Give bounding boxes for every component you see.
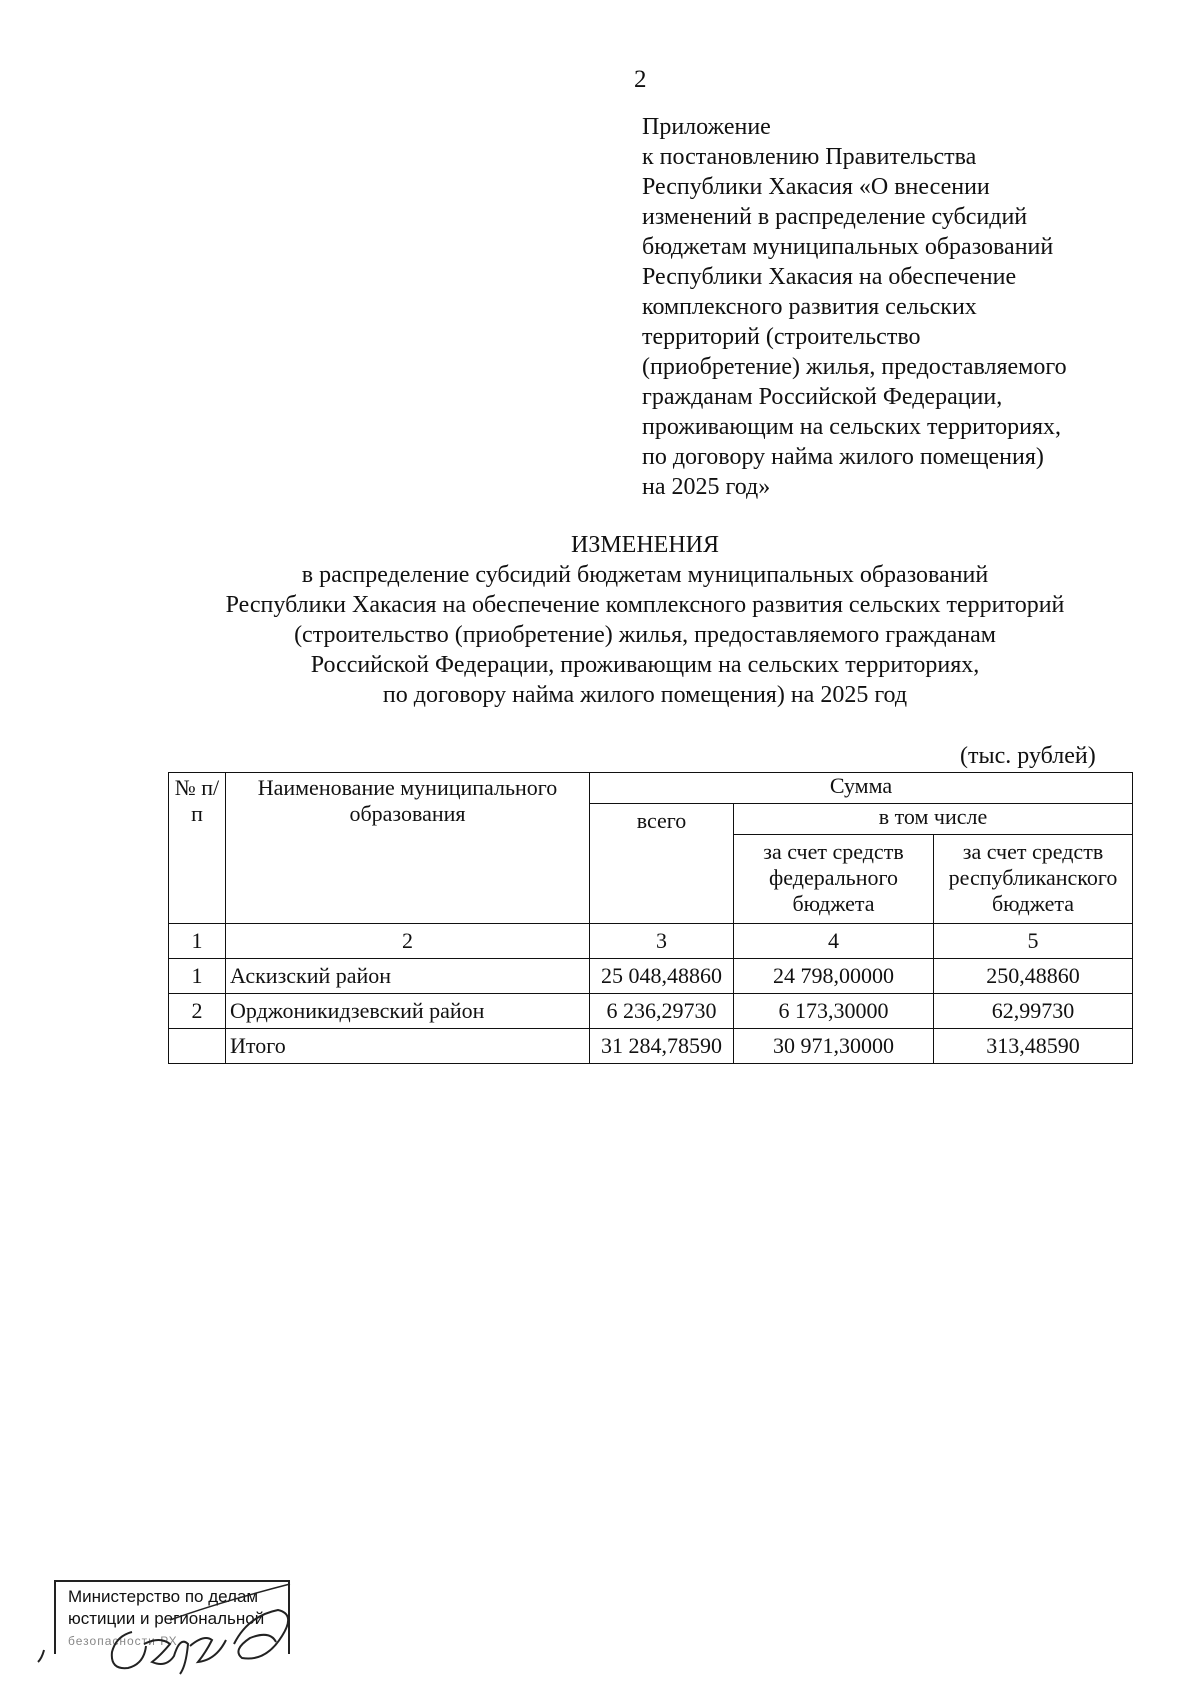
heading-title: ИЗМЕНЕНИЯ [570, 532, 720, 558]
document-heading [150, 530, 1140, 710]
row-total: 25 048,48860 [590, 959, 734, 994]
row-num: 2 [169, 994, 226, 1029]
heading-line: по договору найма жилого помещения) на 2025 год [382, 682, 908, 708]
header-name: Наименование муниципального образования [226, 773, 590, 924]
appendix-line: к постановлению Правительства [642, 144, 977, 170]
appendix-line: гражданам Российской Федерации, [642, 384, 1003, 410]
row-name: Аскизский район [226, 959, 590, 994]
heading-line: в распределение субсидий бюджетам муниципальных образований [301, 562, 989, 588]
appendix-line: Приложение [642, 114, 771, 140]
row-total: 6 236,29730 [590, 994, 734, 1029]
header-sum: Сумма [590, 773, 1133, 804]
units-label: (тыс. рублей) [960, 743, 1096, 769]
appendix-line: (приобретение) жилья, предоставляемого [642, 354, 1067, 380]
header-num: № п/п [169, 773, 226, 924]
handwritten-signature [20, 1540, 300, 1680]
appendix-line: изменений в распределение субсидий [642, 204, 1028, 230]
row-num [169, 1029, 226, 1064]
heading-line: (строительство (приобретение) жилья, предоставляемого гражданам [294, 622, 996, 648]
table-header-row [169, 773, 1133, 804]
row-republic: 313,48590 [934, 1029, 1133, 1064]
stamp-line: безопасности РХ [68, 1634, 178, 1648]
header-republic: за счет средств республиканского бюджета [934, 835, 1133, 924]
appendix-line: на 2025 год» [642, 474, 771, 500]
row-name: Итого [226, 1029, 590, 1064]
row-name: Орджоникидзевский район [226, 994, 590, 1029]
row-federal: 6 173,30000 [734, 994, 934, 1029]
appendix-line: комплексного развития сельских [642, 294, 977, 320]
header-federal: за счет средств федерального бюджета [734, 835, 934, 924]
appendix-line: Республики Хакасия на обеспечение [642, 264, 1017, 290]
row-republic: 250,48860 [934, 959, 1133, 994]
row-num: 1 [169, 959, 226, 994]
row-total: 31 284,78590 [590, 1029, 734, 1064]
column-number-row [169, 924, 1133, 959]
header-including: в том числе [734, 804, 1133, 835]
col-number: 4 [734, 924, 934, 959]
row-republic: 62,99730 [934, 994, 1133, 1029]
heading-line: Российской Федерации, проживающим на сельских территориях, [310, 652, 980, 678]
appendix-line: бюджетам муниципальных образований [642, 234, 1054, 260]
appendix-line: Республики Хакасия «О внесении [642, 174, 990, 200]
header-total: всего [590, 804, 734, 924]
col-number: 5 [934, 924, 1133, 959]
table-row [169, 994, 1133, 1029]
appendix-line: территорий (строительство [642, 324, 921, 350]
stamp-line: Министерство по делам [68, 1587, 259, 1606]
col-number: 1 [169, 924, 226, 959]
appendix-line: проживающим на сельских территориях, [642, 414, 1061, 440]
table-row [169, 959, 1133, 994]
col-number: 2 [226, 924, 590, 959]
row-federal: 24 798,00000 [734, 959, 934, 994]
stamp-line: юстиции и региональной [68, 1609, 265, 1628]
heading-subtitle [150, 560, 1140, 710]
heading-line: Республики Хакасия на обеспечение комплексного развития сельских территорий [225, 592, 1065, 618]
appendix-block [642, 112, 1112, 502]
row-federal: 30 971,30000 [734, 1029, 934, 1064]
col-number: 3 [590, 924, 734, 959]
table-row-total [169, 1029, 1133, 1064]
subsidy-table [168, 772, 1133, 1064]
appendix-line: по договору найма жилого помещения) [642, 444, 1044, 470]
page-number: 2 [634, 66, 647, 93]
